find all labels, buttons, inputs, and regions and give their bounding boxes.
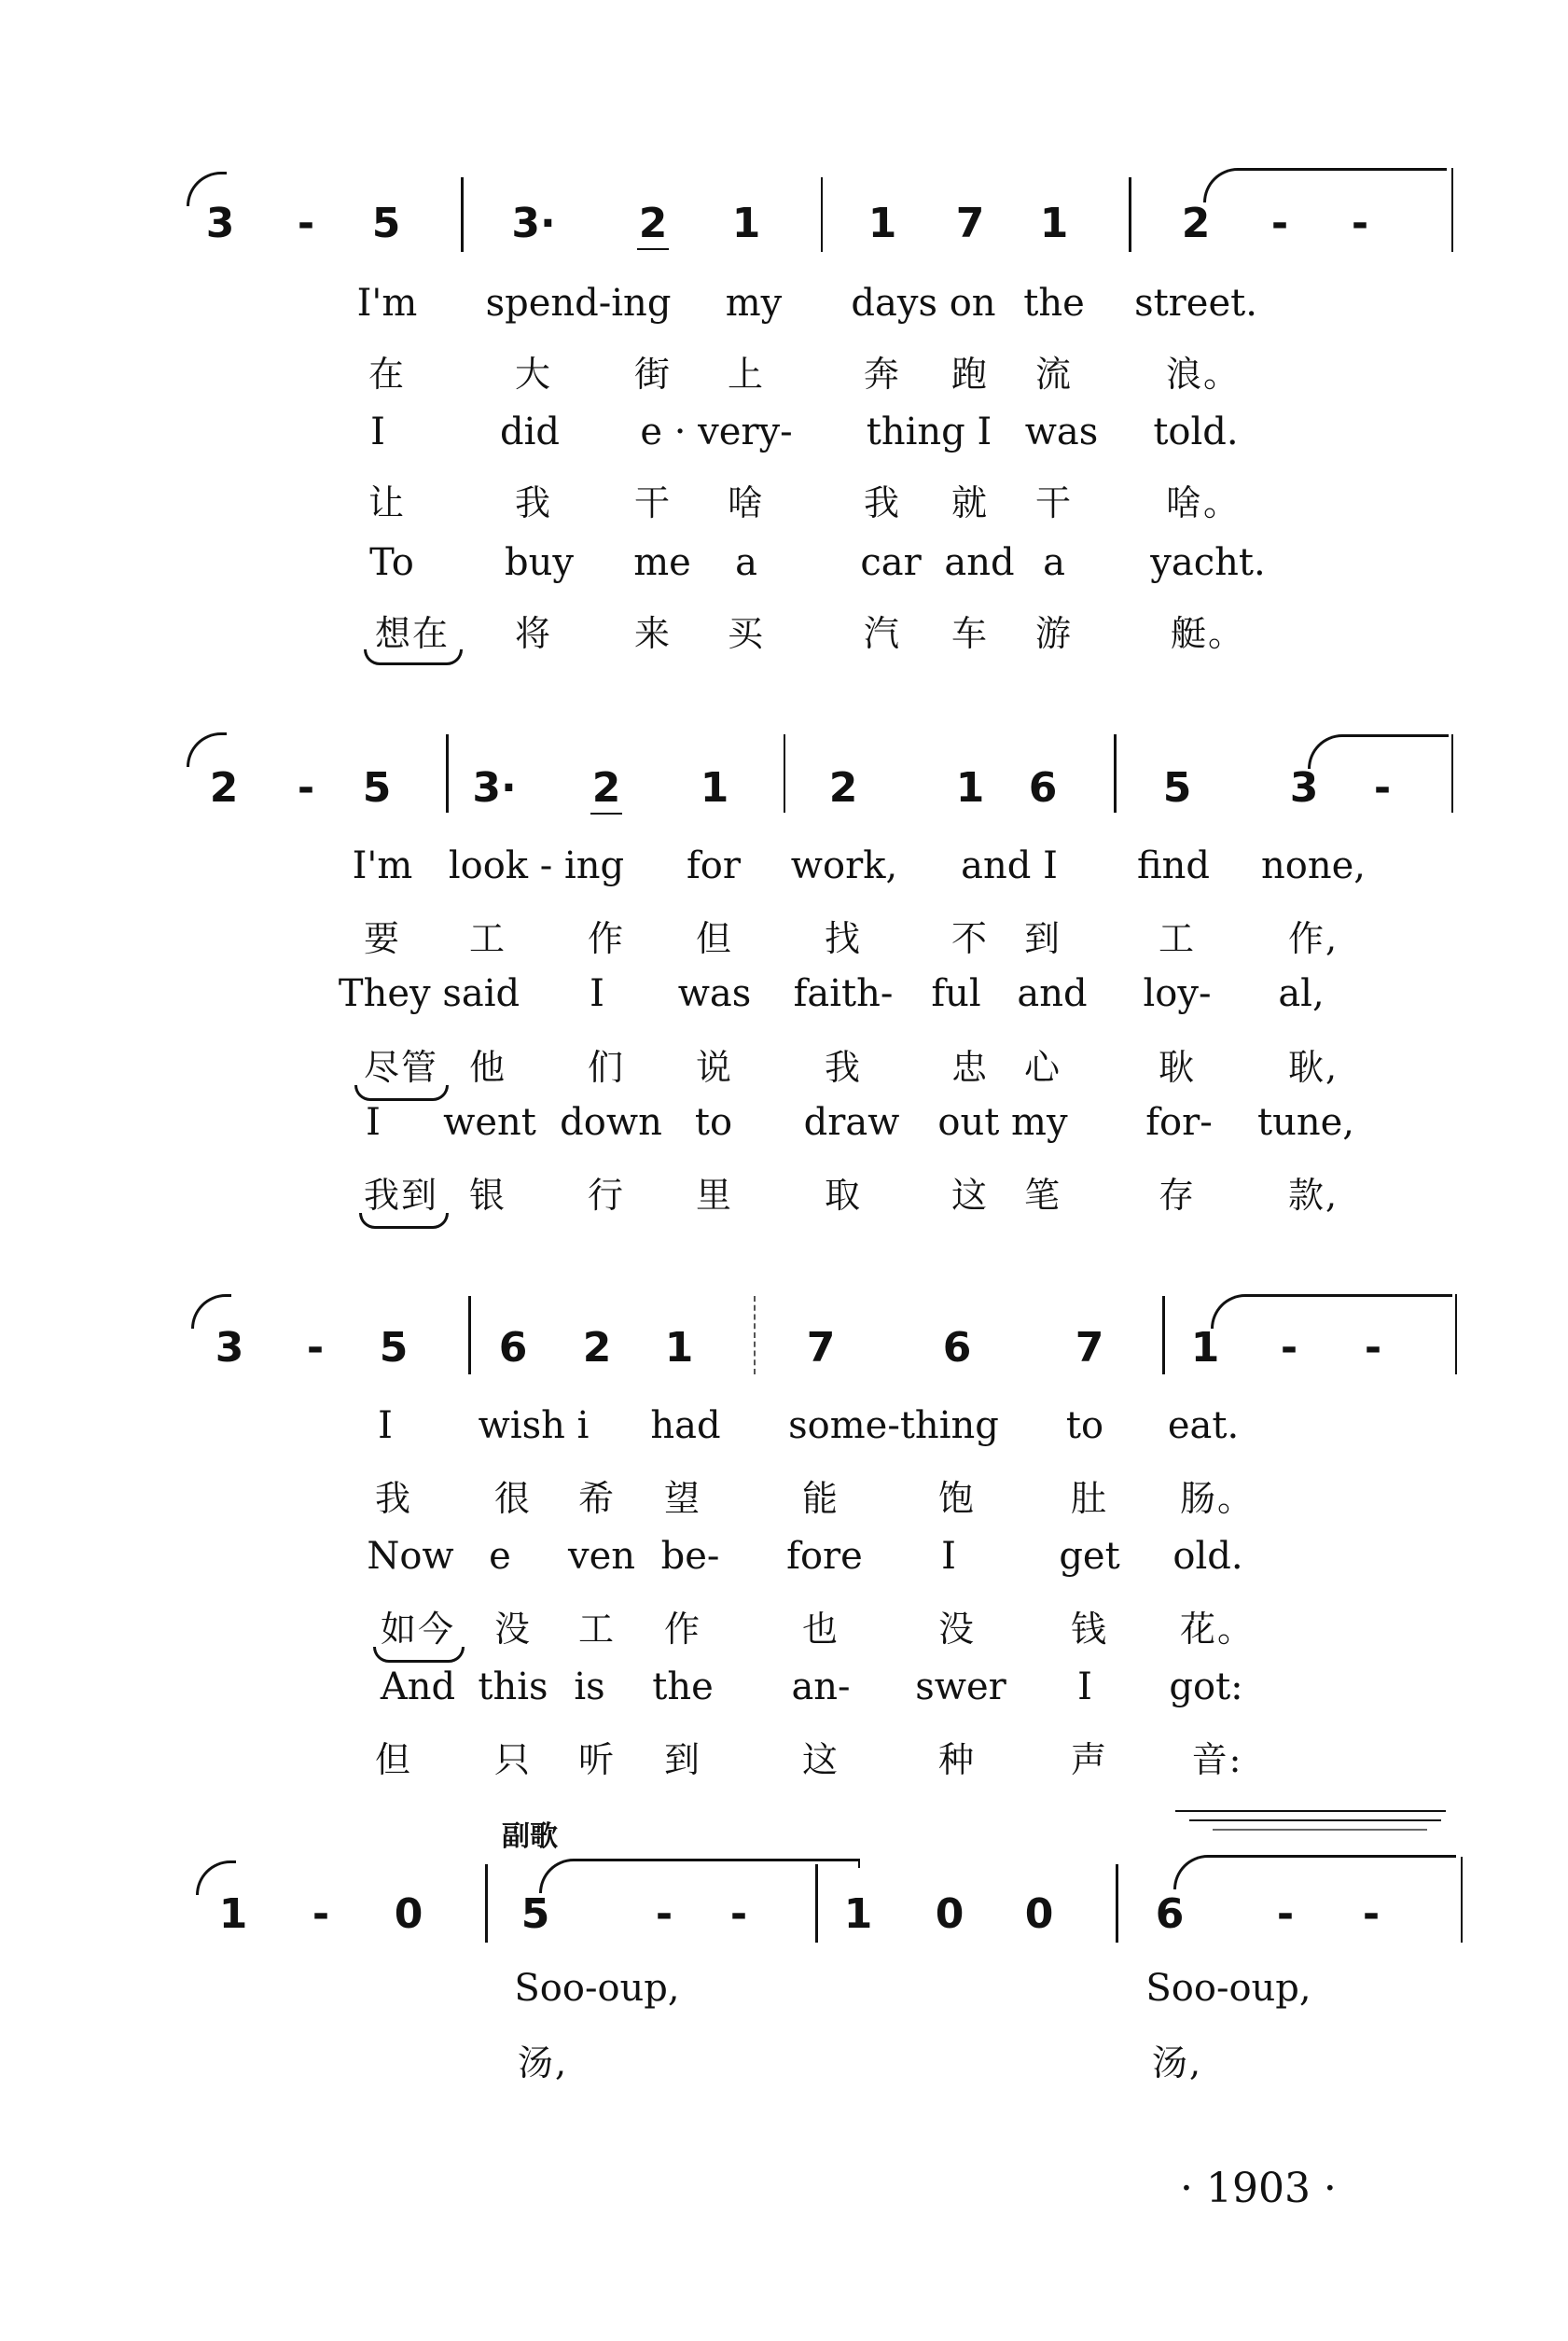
tie-mark (1211, 1294, 1452, 1329)
slur-mark (354, 1085, 449, 1101)
note: 6 (1028, 764, 1058, 812)
lyric-line (0, 1101, 1568, 1163)
lyric-line (0, 910, 1568, 971)
lyric-word: 取 (824, 1175, 863, 1216)
lyric-word: 来 (633, 613, 673, 654)
lyric-word: 我 (824, 1047, 863, 1088)
lyric-word: 工 (468, 918, 507, 959)
bar-line (1451, 734, 1453, 813)
lyric-word: 作 (587, 918, 626, 959)
bar-line (1455, 1294, 1457, 1374)
lyric-word: 们 (587, 1047, 626, 1088)
note: 5 (379, 1324, 409, 1372)
lyric-word: 浪。 (1165, 354, 1242, 395)
note: 0 (394, 1890, 423, 1938)
lyric-word: 大 (514, 354, 553, 395)
underline-mark (637, 248, 669, 250)
lyric-word: 街 (633, 354, 673, 395)
note: 6 (942, 1324, 972, 1372)
bar-line (1461, 1857, 1463, 1943)
lyric-word: 肚 (1070, 1478, 1109, 1519)
lyric-line (0, 1038, 1568, 1100)
lyric-word: Now (367, 1535, 454, 1578)
lyric-line (0, 1470, 1568, 1531)
lyric-word: 没 (937, 1609, 977, 1650)
note: 3 (1289, 764, 1319, 812)
slur-mark (359, 1213, 449, 1229)
lyric-word: 款, (1287, 1175, 1339, 1216)
lyric-word: I (366, 1101, 381, 1144)
note: - (297, 200, 315, 247)
lyric-word: 尽管 (363, 1047, 439, 1088)
lyric-word: 花。 (1179, 1609, 1256, 1650)
lyric-word: went (443, 1101, 536, 1144)
lyric-word: 但 (374, 1739, 413, 1780)
lyric-word: 音: (1191, 1739, 1243, 1780)
lyric-line (0, 1731, 1568, 1792)
lyric-word: They said (338, 972, 520, 1015)
dashed-bar-line (754, 1296, 756, 1374)
lyric-line (0, 844, 1568, 906)
note: - (1351, 200, 1369, 247)
lyric-word: 就 (951, 482, 990, 523)
bar-line (1114, 734, 1117, 813)
note: - (1280, 1324, 1298, 1372)
lyric-word: And (380, 1665, 456, 1708)
lyric-line (0, 541, 1568, 603)
lyric-word: 汽 (863, 613, 902, 654)
lyric-word: 要 (363, 918, 402, 959)
decorative-rule (1175, 1810, 1446, 1812)
lyric-word: to (694, 1101, 733, 1144)
lyric-word: eat. (1167, 1404, 1240, 1447)
lyric-word: 听 (577, 1739, 617, 1780)
lyric-word: Soo-oup, (1145, 1967, 1311, 2010)
lyric-word: I'm (352, 844, 413, 887)
bar-line (815, 1864, 818, 1943)
note: 3 (215, 1324, 244, 1372)
lyric-word: wish i (478, 1404, 590, 1447)
lyric-word: 肠。 (1179, 1478, 1256, 1519)
lyric-line (0, 1404, 1568, 1466)
lyric-word: 没 (493, 1609, 533, 1650)
note: 2 (1181, 200, 1211, 247)
note: 2 (591, 764, 621, 812)
lyric-word: days on (851, 282, 996, 325)
lyric-word: a (1043, 541, 1065, 584)
lyric-word: faith- (793, 972, 894, 1015)
lyric-word: e (489, 1535, 511, 1578)
lyric-word: 也 (801, 1609, 840, 1650)
note: 2 (828, 764, 858, 812)
lyric-word: the (652, 1665, 714, 1708)
notation-row-3 (0, 1264, 1568, 1372)
note: 2 (582, 1324, 612, 1372)
lyric-word: I (378, 1404, 393, 1447)
lyric-word: 能 (801, 1478, 840, 1519)
lyric-word: 行 (587, 1175, 626, 1216)
lyric-word: down (560, 1101, 662, 1144)
bar-line (784, 734, 785, 813)
lyric-line (0, 1535, 1568, 1596)
lyric-word: 作 (663, 1609, 702, 1650)
lyric-word: 车 (951, 613, 990, 654)
lyric-word: 钱 (1070, 1609, 1109, 1650)
bar-line (446, 734, 449, 813)
lyric-word: 不 (951, 918, 990, 959)
lyric-word: I (1077, 1665, 1092, 1708)
lyric-line (0, 972, 1568, 1034)
lyric-word: 心 (1023, 1047, 1062, 1088)
notation-row-1 (0, 140, 1568, 247)
note: - (306, 1324, 325, 1372)
lyric-word: got: (1169, 1665, 1243, 1708)
lyric-word: and (944, 541, 1015, 584)
lyric-word: 啥 (727, 482, 766, 523)
lyric-word: 游 (1034, 613, 1074, 654)
lyric-word: 想在 (374, 613, 451, 654)
lyric-word: 奔 (863, 354, 902, 395)
lyric-word: 说 (695, 1047, 734, 1088)
tie-mark (187, 732, 227, 767)
lyric-word: 种 (937, 1739, 977, 1780)
lyric-line (0, 2034, 1568, 2096)
lyric-word: to (1065, 1404, 1104, 1447)
lyric-word: 我 (374, 1478, 413, 1519)
lyric-word: 如今 (380, 1609, 456, 1650)
lyric-line (0, 1665, 1568, 1727)
bar-line (1162, 1296, 1165, 1374)
lyric-word: 耿, (1287, 1047, 1339, 1088)
lyric-word: for- (1145, 1101, 1213, 1144)
lyric-line (0, 345, 1568, 407)
lyric-word: old. (1173, 1535, 1243, 1578)
page-number: · 1903 · (1180, 2165, 1337, 2212)
lyric-word: 这 (951, 1175, 990, 1216)
lyric-word: 干 (633, 482, 673, 523)
lyric-word: I (590, 972, 604, 1015)
lyric-word: To (369, 541, 414, 584)
lyric-word: 在 (368, 354, 407, 395)
lyric-word: al, (1278, 972, 1325, 1015)
lyric-word: 他 (468, 1047, 507, 1088)
bar-line (1129, 177, 1131, 252)
note: 5 (520, 1890, 550, 1938)
note: - (1373, 764, 1392, 812)
lyric-word: and I (961, 844, 1058, 887)
decorative-rule (1189, 1819, 1441, 1821)
note: 3· (472, 764, 517, 812)
lyric-word: was (1024, 411, 1099, 453)
lyric-word: thing I (866, 411, 992, 453)
lyric-word: street. (1134, 282, 1257, 325)
lyric-word: ven (567, 1535, 636, 1578)
lyric-word: yacht. (1150, 541, 1266, 584)
note: 1 (1039, 200, 1069, 247)
lyric-word: 汤, (1151, 2042, 1203, 2083)
lyric-word: 艇。 (1170, 613, 1246, 654)
lyric-word: be- (660, 1535, 720, 1578)
lyric-word: 饱 (937, 1478, 977, 1519)
slur-mark (373, 1647, 465, 1663)
note: 1 (843, 1890, 873, 1938)
lyric-word: some-thing (788, 1404, 999, 1447)
lyric-word: 忠 (951, 1047, 990, 1088)
note: 7 (806, 1324, 836, 1372)
note: - (1270, 200, 1289, 247)
lyric-word: 买 (727, 613, 766, 654)
lyric-word: 笔 (1023, 1175, 1062, 1216)
lyric-word: 流 (1034, 354, 1074, 395)
lyric-word: 存 (1158, 1175, 1197, 1216)
lyric-word: e · very- (640, 411, 793, 453)
lyric-line (0, 1600, 1568, 1662)
lyric-line (0, 411, 1568, 472)
lyric-word: 只 (493, 1739, 533, 1780)
lyric-word: 银 (468, 1175, 507, 1216)
bar-line (821, 177, 823, 252)
note: 6 (1155, 1890, 1185, 1938)
note: 1 (218, 1890, 248, 1938)
lyric-word: 很 (493, 1478, 533, 1519)
lyric-word: 工 (577, 1609, 617, 1650)
tie-mark (784, 1859, 860, 1868)
lyric-word: was (677, 972, 752, 1015)
lyric-line (0, 282, 1568, 343)
note: 5 (362, 764, 392, 812)
lyric-word: for (686, 844, 742, 887)
lyric-word: work, (790, 844, 898, 887)
note: 1 (867, 200, 897, 247)
lyric-word: 里 (695, 1175, 734, 1216)
lyric-word: loy- (1143, 972, 1212, 1015)
tie-mark (1308, 734, 1449, 769)
note: - (312, 1890, 330, 1938)
note: 1 (1190, 1324, 1220, 1372)
lyric-word: ful (931, 972, 981, 1015)
lyric-word: 作, (1287, 918, 1339, 959)
lyric-word: 啥。 (1165, 482, 1242, 523)
notation-row-4 (0, 1829, 1568, 1938)
lyric-word: me (633, 541, 691, 584)
lyric-word: a (735, 541, 757, 584)
lyric-word: look - ing (448, 844, 625, 887)
lyric-word: 干 (1034, 482, 1074, 523)
note: - (1364, 1324, 1382, 1372)
lyric-line (0, 1967, 1568, 2028)
note: 1 (664, 1324, 694, 1372)
notation-row-2 (0, 704, 1568, 812)
note: 7 (955, 200, 985, 247)
note: 5 (1162, 764, 1192, 812)
bar-line (461, 177, 464, 252)
note: 3 (205, 200, 235, 247)
lyric-word: 我 (514, 482, 553, 523)
lyric-word: 这 (801, 1739, 840, 1780)
lyric-word: swer (915, 1665, 1006, 1708)
lyric-word: did (499, 411, 561, 453)
note: 3· (511, 200, 556, 247)
tie-mark (1173, 1855, 1456, 1889)
note: - (655, 1890, 673, 1938)
lyric-word: 找 (824, 918, 863, 959)
lyric-word: 耿 (1158, 1047, 1197, 1088)
lyric-word: 到 (1023, 918, 1062, 959)
lyric-word: 我 (863, 482, 902, 523)
lyric-word: 到 (663, 1739, 702, 1780)
note: - (729, 1890, 748, 1938)
lyric-word: 声 (1070, 1739, 1109, 1780)
bar-line (1451, 168, 1453, 252)
note: 5 (371, 200, 401, 247)
lyric-word: 我到 (363, 1175, 439, 1216)
lyric-line (0, 474, 1568, 536)
lyric-word: draw (803, 1101, 900, 1144)
chorus-label: 副歌 (502, 1820, 558, 1853)
lyric-word: 跑 (951, 354, 990, 395)
lyric-word: none, (1261, 844, 1366, 887)
lyric-word: car (860, 541, 922, 584)
lyric-word: spend-ing (485, 282, 672, 325)
note: 7 (1075, 1324, 1104, 1372)
lyric-word: find (1136, 844, 1211, 887)
lyric-word: out my (937, 1101, 1068, 1144)
bar-line (468, 1296, 471, 1374)
lyric-word: and (1017, 972, 1088, 1015)
bar-line (485, 1864, 488, 1943)
bar-line (1116, 1864, 1118, 1943)
lyric-word: 上 (727, 354, 766, 395)
tie-mark (1203, 168, 1447, 202)
note: - (1276, 1890, 1295, 1938)
lyric-word: 工 (1158, 918, 1197, 959)
note: 0 (1024, 1890, 1054, 1938)
slur-mark (364, 649, 463, 665)
note: 6 (498, 1324, 528, 1372)
lyric-word: buy (505, 541, 574, 584)
lyric-word: 希 (577, 1478, 617, 1519)
lyric-word: tune, (1257, 1101, 1354, 1144)
lyric-word: 望 (663, 1478, 702, 1519)
lyric-word: told. (1153, 411, 1239, 453)
lyric-word: get (1059, 1535, 1120, 1578)
lyric-word: 汤, (517, 2042, 569, 2083)
lyric-line (0, 605, 1568, 666)
lyric-word: is (574, 1665, 605, 1708)
note: 1 (955, 764, 985, 812)
lyric-word: I'm (356, 282, 418, 325)
lyric-word: 让 (368, 482, 407, 523)
lyric-word: my (725, 282, 783, 325)
note: 2 (638, 200, 668, 247)
lyric-word: I (941, 1535, 956, 1578)
note: 2 (209, 764, 239, 812)
lyric-line (0, 1166, 1568, 1228)
lyric-word: 但 (695, 918, 734, 959)
note: 0 (935, 1890, 964, 1938)
underline-mark (590, 813, 622, 815)
lyric-word: I (370, 411, 385, 453)
note: 1 (700, 764, 729, 812)
lyric-word: an- (791, 1665, 851, 1708)
lyric-word: fore (786, 1535, 863, 1578)
lyric-word: this (478, 1665, 548, 1708)
lyric-word: the (1023, 282, 1085, 325)
note: - (1362, 1890, 1381, 1938)
lyric-word: had (650, 1404, 721, 1447)
note: 1 (731, 200, 761, 247)
lyric-word: 将 (514, 613, 553, 654)
lyric-word: Soo-oup, (514, 1967, 680, 2010)
note: - (297, 764, 315, 812)
